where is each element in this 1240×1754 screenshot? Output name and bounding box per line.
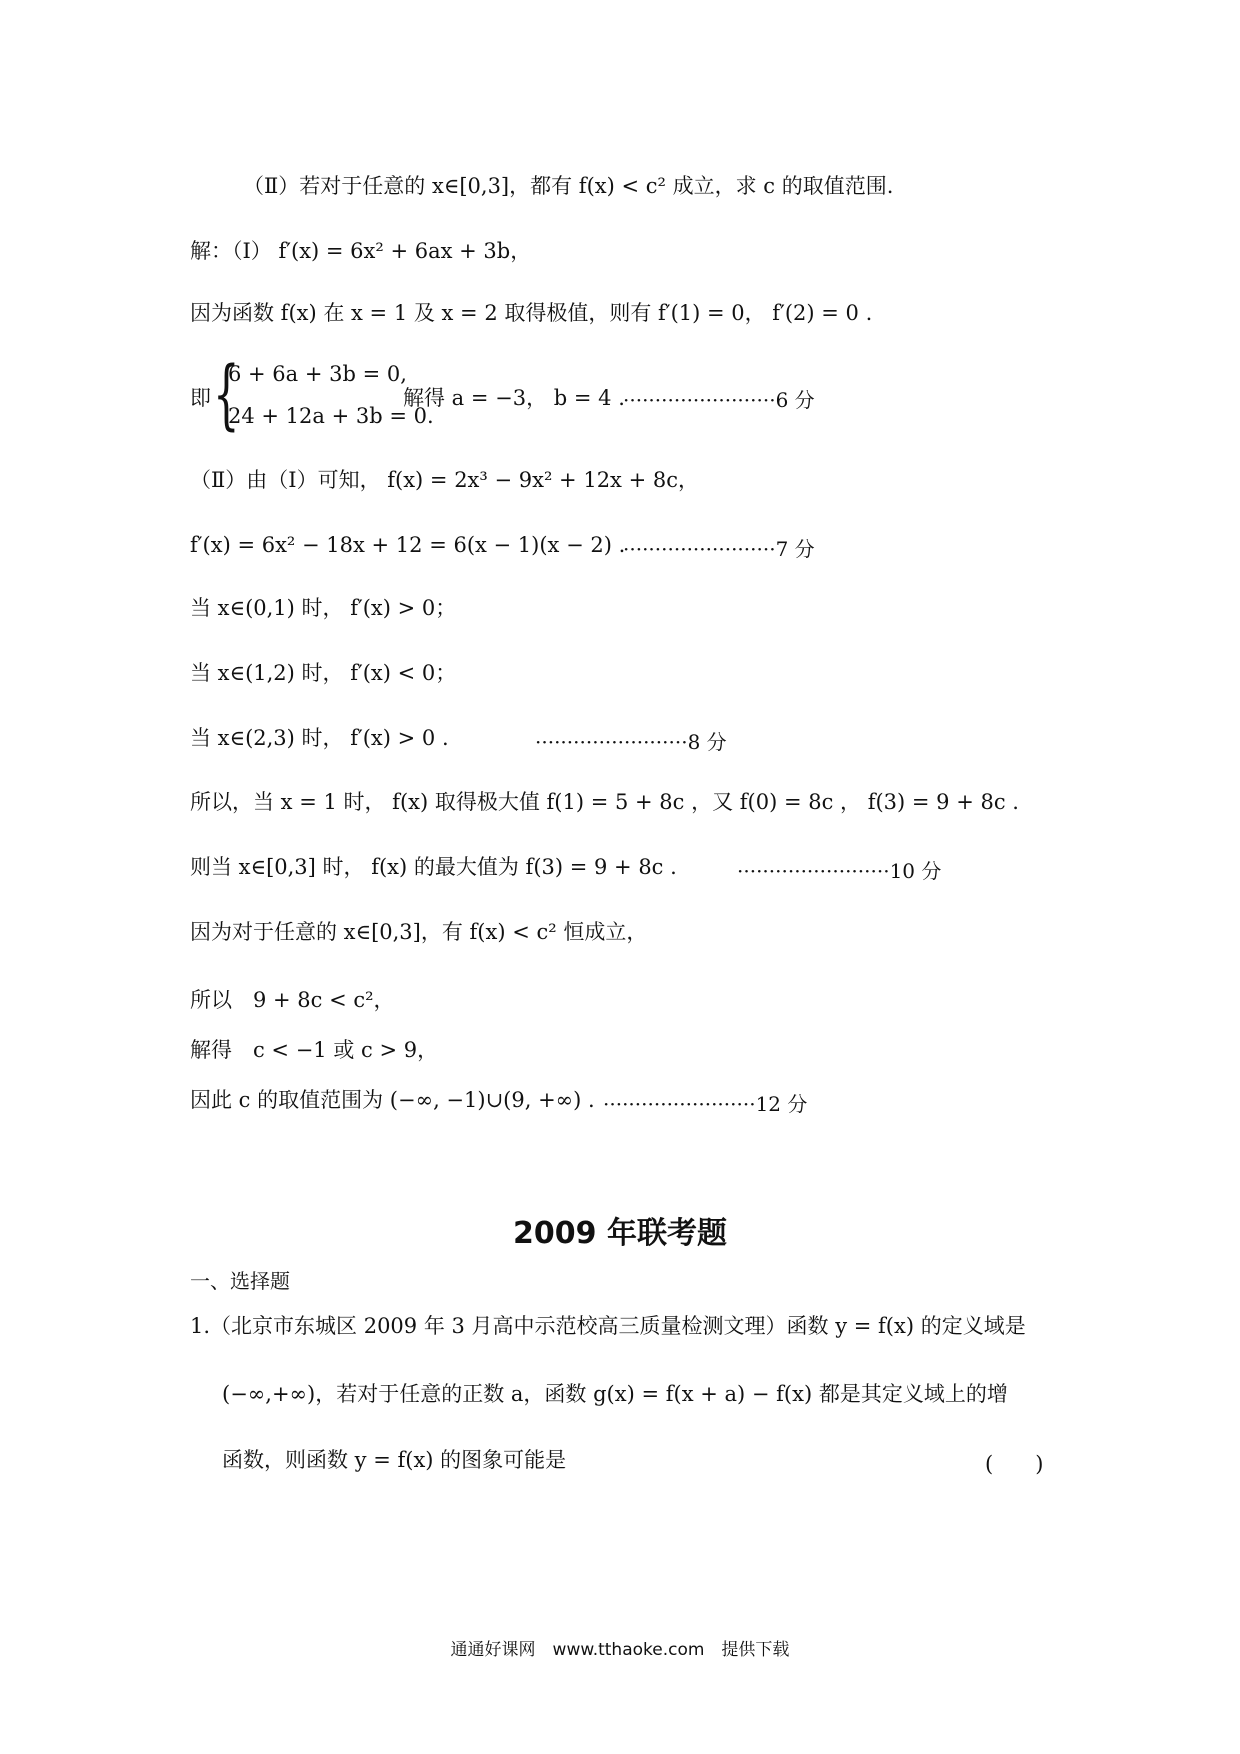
global-max-line: 则当 x∈[0,3] 时， f(x) 的最大值为 f(3) = 9 + 8c . [190,855,677,879]
score-7: ························7 分 [623,537,815,561]
section-title: 一、选择题 [190,1269,290,1293]
range-line: 因此 c 的取值范围为 (−∞, −1)∪(9, +∞) . [190,1088,595,1112]
solve-line: 解得 c < −1 或 c > 9， [190,1038,439,1062]
score-6: ························6 分 [623,388,815,412]
score-12: ························12 分 [603,1092,808,1116]
system-result: 解得 a = −3， b = 4 . [403,386,625,410]
answer-parentheses: ( ) [985,1452,1044,1476]
score-8: ························8 分 [535,730,727,754]
system-equation-1: 6 + 6a + 3b = 0, [228,362,407,386]
question-1-line-3: 函数，则函数 y = f(x) 的图象可能是 [222,1448,567,1472]
part2-fx-line: （Ⅱ）由（Ⅰ）可知， f(x) = 2x³ − 9x² + 12x + 8c， [190,468,699,492]
interval-line-2: 当 x∈(1,2) 时， f′(x) < 0； [190,661,457,685]
inequality-line: 所以 9 + 8c < c²， [190,988,395,1012]
system-prefix: 即 [190,386,211,410]
section-heading: 2009 年联考题 [513,1216,727,1251]
extreme-condition-line: 因为函数 f(x) 在 x = 1 及 x = 2 取得极值，则有 f′(1) = 0， f′(2) = 0 . [190,301,873,325]
footer-text: 通通好课网 www.tthaoke.com 提供下载 [450,1640,790,1660]
local-max-line: 所以，当 x = 1 时， f(x) 取得极大值 f(1) = 5 + 8c ，又 f(0) = 8c ， f(3) = 9 + 8c . [190,790,1019,814]
left-brace-icon: { [213,349,240,438]
score-10: ························10 分 [737,859,942,883]
condition-line: 因为对于任意的 x∈[0,3]，有 f(x) < c² 恒成立， [190,920,648,944]
part2-question: （Ⅱ）若对于任意的 x∈[0,3]，都有 f(x) < c² 成立，求 c 的取值范围. [243,174,894,198]
fprime-factored-line: f′(x) = 6x² − 18x + 12 = 6(x − 1)(x − 2) . [190,533,626,557]
question-1-line-2: (−∞,+∞)，若对于任意的正数 a，函数 g(x) = f(x + a) − f(x) 都是其定义域上的增 [222,1382,1008,1406]
derivative-line: 解：（Ⅰ） f′(x) = 6x² + 6ax + 3b， [190,239,532,263]
system-equation-2: 24 + 12a + 3b = 0. [228,404,434,428]
interval-line-1: 当 x∈(0,1) 时， f′(x) > 0； [190,596,457,620]
question-1-line-1: 1.（北京市东城区 2009 年 3 月高中示范校高三质量检测文理）函数 y = f(x) 的定义域是 [190,1314,1026,1338]
interval-line-3: 当 x∈(2,3) 时， f′(x) > 0 . [190,726,449,750]
